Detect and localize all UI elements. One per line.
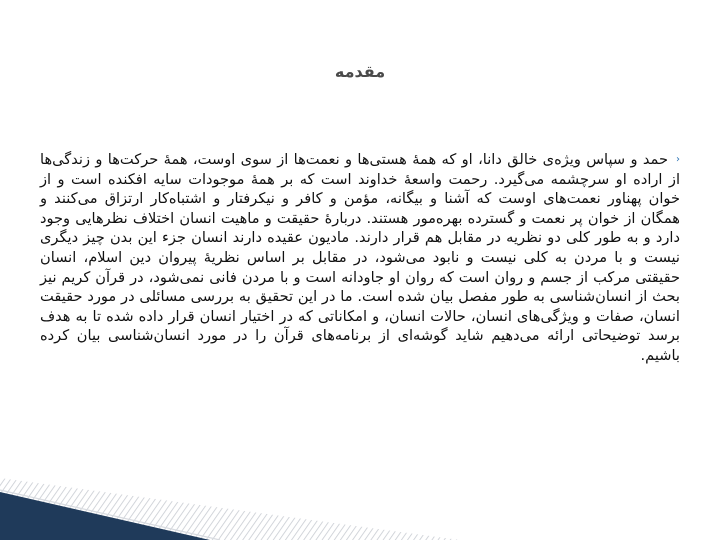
slide-title: مقدمه bbox=[334, 62, 386, 81]
paragraph-text: حمد و سپاس ویژه‌ی خالق دانا، او که همهٔ هستی‌ها و نعمت‌ها از سوی اوست، همهٔ حرکت‌ها و زندگی‌ها از اراده او سرچشمه می‌گیرد. رحمت واسعهٔ خداوند است که بر همهٔ موجودات سایه افکنده است و از خوان پهناور نعمت‌های اوست که آشنا و بیگانه، مؤمن و کافر و نیکرفتار و اشتباه‌کار ارتزاق می‌کنند و همگان از خوان پر نعمت و گسترده بهره‌مور هستند. دربارهٔ حقیقت و ماهیت انسان اختلاف نظرهایی وجود دارد و به طور کلی دو نظریه در مقابل هم قرار دارند. مادیون عقیده دارند انسان جزء این بدن چیز دیگری نیست و با مردن به کلی نیست و نابود می‌شود، در مقابل بر اساس نظریهٔ پیروان دین اسلام، انسان حقیقتی مرکب از جسم و روان است که روان او جاودانه است و با مردن فانی نمی‌شود، در قرآن کریم نیز بحث از انسان‌شناسی به طور مفصل بیان شده است. ما در این تحقیق به بررسی مسائلی در مورد حقیقت انسان، صفات و ویژگی‌های انسان، حالات انسان، و امکاناتی که در اختیار انسان قرار داده شده تا به هدف برسد توضیحاتی ارائه می‌دهیم شاید گوشه‌ای از برنامه‌های قرآن را در مورد انسان‌شناسی بیان کرده باشیم. bbox=[40, 151, 680, 364]
decorative-stripes bbox=[0, 450, 460, 540]
bullet-icon: ‹ bbox=[676, 154, 680, 165]
intro-paragraph bbox=[40, 150, 680, 366]
